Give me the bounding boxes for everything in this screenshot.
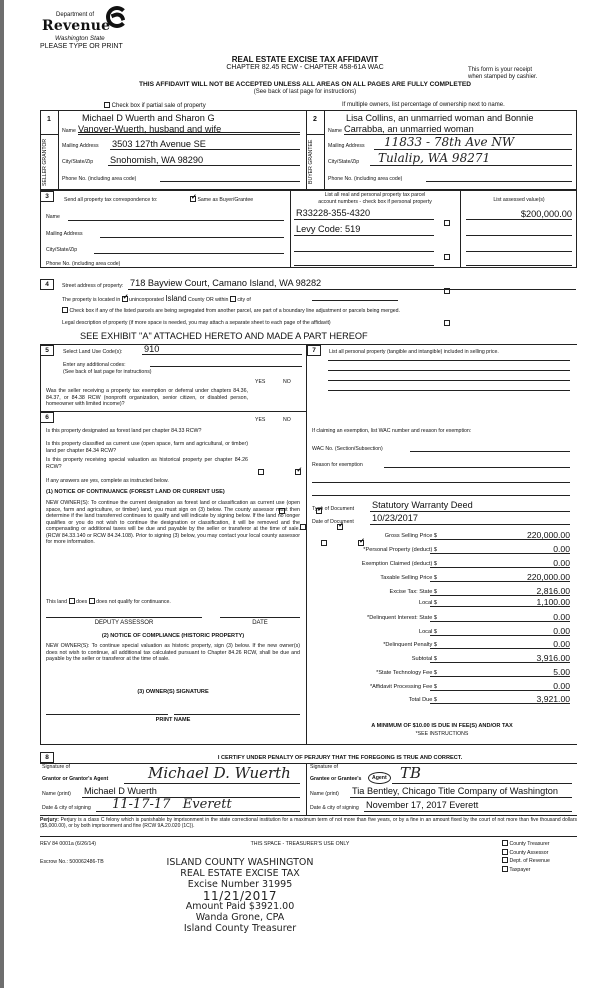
does-not-qualify-checkbox[interactable] <box>89 598 95 604</box>
doc-type-label: Type of Document <box>312 506 355 512</box>
city-of-field[interactable] <box>312 292 398 301</box>
minimum-due-note: A MINIMUM OF $10.00 IS DUE IN FEE(S) AND/OR TAX <box>371 723 513 729</box>
stamp-county: ISLAND COUNTY WASHINGTON <box>166 857 314 868</box>
fee-value[interactable]: 0.00 <box>430 612 570 622</box>
perjury-notice: Perjury: Perjury is a class C felony which is punishable by imprisonment in the state correctional institution for a maximum term of not more than five years, or by a fine in an amount fixed by the court of not more than five thousand dollars ($5,000.00), or by both imprisonment and fine (RCW 9A.20.020 (1C)). <box>40 817 578 829</box>
partial-sale-option[interactable] <box>104 102 206 109</box>
copy-checkbox[interactable] <box>502 849 508 855</box>
unincorporated-checkbox[interactable] <box>122 296 128 302</box>
grantor-name-field[interactable]: Michael D Wuerth <box>84 786 157 796</box>
page-subtitle: CHAPTER 82.45 RCW - CHAPTER 458-61A WAC <box>226 64 384 71</box>
personal-property-checkbox[interactable] <box>444 320 450 326</box>
land-use-label: Select Land Use Code(s): <box>63 349 123 355</box>
form-id: REV 84 0001a (6/26/14) <box>40 841 96 847</box>
section-3-number: 3 <box>40 191 54 202</box>
wac-label: WAC No. (Section/Subsection) <box>312 446 383 452</box>
deputy-assessor-label: DEPUTY ASSESSOR <box>94 620 154 626</box>
assessed-value[interactable] <box>466 256 572 266</box>
current-use-question: Is this property classified as current use (open space, farm and agricultural, or timber) land per chapter 84.34 RCW? <box>46 441 248 454</box>
grantor-date-field[interactable]: 11-17-17 Everett <box>112 797 232 812</box>
yes-header: YES <box>255 379 266 385</box>
exemption-no-checkbox[interactable] <box>295 469 301 475</box>
same-as-buyer-checkbox[interactable] <box>190 196 196 202</box>
seller-phone-label: Phone No. (including area code) <box>62 176 137 182</box>
seller-name-line-1: Michael D Wuerth and Sharon G <box>82 113 215 123</box>
parcel-number[interactable] <box>294 256 434 266</box>
copy-dept-revenue[interactable]: Dept. of Revenue <box>502 857 550 866</box>
copy-checkbox[interactable] <box>502 866 508 872</box>
fee-row-taxable-selling-price: Taxable Selling Price $ 220,000.00 <box>380 572 570 582</box>
legal-description-field[interactable]: SEE EXHIBIT "A" ATTACHED HERETO AND MADE A PART HEREOF <box>80 331 368 341</box>
yes-header: YES <box>255 417 266 423</box>
grantee-sig-label-1: Signature of <box>310 764 338 770</box>
parcel-number[interactable]: Levy Code: 519 <box>296 224 361 234</box>
fee-value[interactable]: 0.00 <box>430 626 570 636</box>
corr-mailing-label: Mailing Address <box>46 231 83 237</box>
logo-dept-text: Department of <box>56 12 95 18</box>
if-yes-note: If any answers are yes, complete as instructed below. <box>46 478 169 484</box>
assessor-date-field[interactable] <box>220 612 300 618</box>
buyer-mailing-label: Mailing Address <box>328 143 365 149</box>
copy-county-treasurer[interactable]: County Treasurer <box>502 840 550 849</box>
section-8-number: 8 <box>40 752 54 763</box>
fee-row-delinquent-penalty: *Delinquent Penalty $ 0.00 <box>383 639 570 649</box>
corr-name-label: Name <box>46 214 60 220</box>
grantor-name-label: Name (print) <box>42 791 71 797</box>
fee-value[interactable]: 0.00 <box>430 558 570 568</box>
fee-row-processing-fee: *Affidavit Processing Fee $ 0.00 <box>369 681 570 691</box>
notice-compliance-title: (2) NOTICE OF COMPLIANCE (HISTORIC PROPERTY) <box>101 633 245 639</box>
additional-codes-note: (See back of last page for instructions) <box>63 369 152 375</box>
seller-phone-field[interactable] <box>160 172 300 182</box>
seller-tab-divider <box>58 110 59 190</box>
historic-question: Is this property receiving special valuation as historical property per chapter 84.26 RCW? <box>46 457 248 470</box>
fee-value[interactable]: 220,000.00 <box>430 530 570 540</box>
fee-row-personal-property: *Personal Property (deduct) $ 0.00 <box>363 544 570 554</box>
certify-statement: I CERTIFY UNDER PENALTY OF PERJURY THAT THE FOREGOING IS TRUE AND CORRECT. <box>217 755 463 761</box>
same-as-buyer-option[interactable] <box>190 196 253 203</box>
grantee-date-label: Date & city of signing <box>310 805 359 811</box>
fee-value[interactable]: 1,100.00 <box>430 597 570 607</box>
grantee-date-field[interactable]: November 17, 2017 Everett <box>366 800 479 810</box>
grantor-date-label: Date & city of signing <box>42 805 91 811</box>
receipt-note-2: when stamped by cashier. <box>468 74 538 80</box>
corr-city-field[interactable] <box>94 244 284 254</box>
buyer-name-label: Name <box>328 128 342 134</box>
fee-value[interactable]: 0.00 <box>430 544 570 554</box>
grantee-agent-circled: Agent <box>368 772 391 784</box>
notice-continuance-title: (1) NOTICE OF CONTINUANCE (FOREST LAND OR CURRENT USE) <box>46 489 225 495</box>
exemption-reason-field[interactable] <box>384 459 570 468</box>
fee-row-delinquent-interest-local: Local $ 0.00 <box>418 626 570 636</box>
historic-yes-checkbox[interactable] <box>321 540 327 546</box>
grantor-sig-label-1: Signature of <box>42 764 70 770</box>
fee-row-subtotal: Subtotal $ 3,916.00 <box>411 653 570 663</box>
grantee-sig-label-2: Grantee or Grantee's <box>310 776 362 782</box>
fee-row-delinquent-interest-state: *Delinquent Interest: State $ 0.00 <box>367 612 570 622</box>
personal-property-line-2[interactable] <box>328 370 570 371</box>
fee-row-total-due: Total Due $ 3,921.00 <box>408 694 570 704</box>
escrow-number: Escrow No.: 500062486-TB <box>40 859 104 865</box>
buyer-grantee-label: BUYER GRANTEE <box>308 139 314 185</box>
fee-value[interactable]: 2,816.00 <box>430 586 570 596</box>
seller-city-field[interactable]: Snohomish, WA 98290 <box>110 155 204 165</box>
grantor-signature-field[interactable]: Michael D. Wuerth <box>148 764 291 782</box>
print-name-label: PRINT NAME <box>155 717 191 723</box>
section-1-number: 1 <box>47 116 51 123</box>
parcel-number[interactable] <box>294 242 434 252</box>
personal-property-line-4[interactable] <box>328 390 570 391</box>
stamp-tax-type: REAL ESTATE EXCISE TAX <box>180 867 300 879</box>
doc-date-field[interactable]: 10/23/2017 <box>372 513 418 523</box>
fee-row-technology-fee: *State Technology Fee $ 5.00 <box>376 667 570 677</box>
treasurer-use-label: THIS SPACE - TREASURER'S USE ONLY <box>250 841 350 847</box>
doc-type-field[interactable]: Statutory Warranty Deed <box>372 500 473 510</box>
see-instructions-note: *SEE INSTRUCTIONS <box>415 731 469 737</box>
corr-phone-label: Phone No. (including area code) <box>46 261 121 267</box>
send-correspondence-label: Send all property tax correspondence to: <box>64 197 158 203</box>
section-7-number: 7 <box>307 345 321 356</box>
forest-land-question: Is this property designated as forest land per chapter 84.33 RCW? <box>46 428 202 434</box>
buyer-phone-field[interactable] <box>426 172 572 182</box>
seller-name-label: Name <box>62 128 76 134</box>
exemption-reason-field-2[interactable] <box>312 474 570 483</box>
fee-value[interactable]: 0.00 <box>430 681 570 691</box>
stamp-treasurer-name: Wanda Grone, CPA <box>195 912 285 924</box>
personal-property-line-1[interactable] <box>328 360 570 361</box>
fee-row-exemption-claimed: Exemption Claimed (deduct) $ 0.00 <box>361 558 570 568</box>
segregated-checkbox[interactable] <box>62 307 68 313</box>
owner-signature-field-2[interactable] <box>174 709 300 715</box>
buyer-tab-divider <box>324 110 325 190</box>
assessor-date-label: DATE <box>252 620 268 626</box>
owner-signature-field[interactable] <box>46 709 168 715</box>
same-as-buyer-label: Same as Buyer/Grantee <box>197 197 254 203</box>
assessed-header: List assessed value(s) <box>493 197 545 203</box>
buyer-name-line-2[interactable]: Carrabba, an unmarried woman <box>344 124 474 134</box>
stamp-date: 11/21/2017 <box>202 889 278 904</box>
additional-codes-field[interactable] <box>150 358 302 367</box>
seller-mailing-field[interactable]: 3503 127th Avenue SE <box>112 139 206 149</box>
parcel-header-1: List all real and personal property tax parcel <box>324 192 426 198</box>
wac-field[interactable] <box>410 443 570 452</box>
buyer-city-label: City/State/Zip <box>328 159 360 165</box>
copy-checkbox[interactable] <box>502 840 508 846</box>
grantee-name-field[interactable]: Tia Bentley, Chicago Title Company of Washington <box>352 786 558 796</box>
assessed-value[interactable]: $200,000.00 <box>466 209 572 220</box>
see-back-note: (See back of last page for instructions) <box>253 89 357 95</box>
corr-city-label: City/State/Zip <box>46 247 78 253</box>
section-6-number: 6 <box>40 412 54 423</box>
personal-property-line-3[interactable] <box>328 380 570 381</box>
notice-continuance-text: NEW OWNER(S): To continue the current designation as forest land or classification as current use (open space, farm and agriculture, or timber) land, you must sign on (3) below. The county assessor must then determine if the land transferred continues to qualify and will indicate by signing below. If the land no longer qualifies or you do not wish to continue the designation or classification, it will be removed and the compensating or additional taxes will be due and payable by the seller or transferor at the time of sale. (RCW 84.33.140 or RCW 84.34.108). Prior to signing (3) below, you may contact your local county assessor for more information. <box>46 500 300 545</box>
street-label: Street address of property: <box>62 283 124 289</box>
fee-value[interactable]: 3,921.00 <box>430 694 570 704</box>
grantee-name-label: Name (print) <box>310 791 339 797</box>
land-use-field[interactable]: 910 <box>144 344 160 354</box>
seller-name-line-2[interactable]: Vanover-Wuerth, husband and wife <box>78 124 222 134</box>
property-location-line: The property is located in ✓ unincorporated Island County OR within city of <box>62 294 251 303</box>
page-title: REAL ESTATE EXCISE TAX AFFIDAVIT <box>231 55 379 64</box>
current-use-yes-checkbox[interactable] <box>300 524 306 530</box>
multiple-owners-note: If multiple owners, list percentage of ownership next to name. <box>342 102 505 108</box>
fee-row-gross-selling-price: Gross Selling Price $ 220,000.00 <box>384 530 570 540</box>
stamp-amount-paid: Amount Paid $3921.00 <box>185 901 295 913</box>
corr-phone-field[interactable] <box>150 258 284 268</box>
county-name: Island <box>165 294 187 303</box>
notice-compliance-text: NEW OWNER(S): To continue special valuation as historic property, sign (3) below. If the new owner(s) does not wish to continue, all additional tax calculated pursuant to Chapter 84.26 RCW, shall be due and payable by the seller or transferor at the time of sale. <box>46 643 300 662</box>
grantor-sig-label-2: Grantor or Grantor's Agent <box>42 776 109 782</box>
legal-description-label: Legal description of property (if more space is needed, you may attach a separate sheet to each page of the affidavit) <box>62 320 331 326</box>
doc-date-label: Date of Document <box>312 519 354 525</box>
logo-state-text: Washington State <box>55 35 105 42</box>
receipt-note-1: This form is your receipt <box>468 67 533 73</box>
no-header: NO <box>283 379 291 385</box>
stamp-excise-number: Excise Number 31995 <box>187 878 293 890</box>
copy-taxpayer[interactable]: Taxpayer <box>502 866 550 875</box>
seller-mailing-label: Mailing Address <box>62 143 99 149</box>
assessed-value[interactable] <box>466 242 572 252</box>
fee-row-excise-state: Excise Tax: State $ 2,816.00 <box>389 586 570 596</box>
partial-sale-label: Check box if partial sale of property <box>111 103 206 109</box>
exemption-yes-checkbox[interactable] <box>258 469 264 475</box>
does-qualify-checkbox[interactable] <box>69 598 75 604</box>
no-header: NO <box>283 417 291 423</box>
personal-property-label: List all personal property (tangible and intangible) included in selling price. <box>329 349 499 355</box>
buyer-phone-label: Phone No. (including area code) <box>328 176 403 182</box>
please-type-text: PLEASE TYPE OR PRINT <box>40 43 123 50</box>
exemption-claim-label: If claiming an exemption, list WAC number and reason for exemption: <box>312 428 472 434</box>
historic-no-checkbox[interactable] <box>358 540 364 546</box>
city-of-checkbox[interactable] <box>230 296 236 302</box>
treasurer-stamp <box>140 858 340 935</box>
stamp-treasurer-title: Island County Treasurer <box>183 922 297 934</box>
buyer-mailing-field[interactable]: 11833 - 78th Ave NW <box>384 135 515 149</box>
corr-name-field[interactable] <box>68 211 284 221</box>
copy-distribution-list <box>502 840 550 874</box>
buyer-city-field[interactable]: Tulalip, WA 98271 <box>378 151 491 165</box>
assessed-value[interactable] <box>466 225 572 236</box>
corr-mailing-field[interactable] <box>100 228 284 238</box>
exemption-reason-label: Reason for exemption <box>312 462 363 468</box>
fee-value[interactable]: 220,000.00 <box>430 572 570 582</box>
parcel-number[interactable]: R33228-355-4320 <box>296 208 371 218</box>
copy-county-assessor[interactable]: County Assessor <box>502 849 550 858</box>
parcel-header-2: account numbers - check box if personal property <box>318 199 432 205</box>
deputy-assessor-signature-field[interactable] <box>46 612 202 618</box>
personal-property-checkbox[interactable] <box>444 220 450 226</box>
buyer-name-line-1: Lisa Collins, an unmarried woman and Bonnie <box>346 113 534 123</box>
completion-warning: THIS AFFIDAVIT WILL NOT BE ACCEPTED UNLESS ALL AREAS ON ALL PAGES ARE FULLY COMPLETED <box>138 81 472 88</box>
fee-value[interactable]: 0.00 <box>430 639 570 649</box>
copy-checkbox[interactable] <box>502 857 508 863</box>
additional-codes-label: Enter any additional codes: <box>63 362 126 368</box>
fee-value[interactable]: 3,916.00 <box>430 653 570 663</box>
section-4-number: 4 <box>40 279 54 290</box>
logo-revenue-text: Revenue <box>42 18 111 34</box>
fee-row-excise-local: Local $ 1,100.00 <box>418 597 570 607</box>
segregated-option[interactable]: Check box if any of the listed parcels are being segregated from another parcel, are part of a boundary line adjustment or parcels being merged. <box>62 307 400 314</box>
seller-city-label: City/State/Zip <box>62 159 94 165</box>
section-5-number: 5 <box>40 345 54 356</box>
property-street-field[interactable]: 718 Bayview Court, Camano Island, WA 98282 <box>130 278 322 288</box>
exemption-question: Was the seller receiving a property tax exemption or deferral under chapters 84.36, 84.37, or 84.38 RCW (nonprofit organization, senior citizen, or disabled person, homeowner with limited income)? <box>46 388 248 407</box>
owner-signature-title: (3) OWNER(S) SIGNATURE <box>137 689 209 695</box>
qualify-continuance-line: This land does does not qualify for continuance. <box>46 599 171 605</box>
section-2-number: 2 <box>313 116 317 123</box>
personal-property-checkbox[interactable] <box>444 254 450 260</box>
grantee-signature-field[interactable]: TB <box>400 764 422 782</box>
fee-value[interactable]: 5.00 <box>430 667 570 677</box>
scan-left-edge <box>0 0 4 988</box>
partial-sale-checkbox[interactable] <box>104 102 110 108</box>
seller-grantor-label: SELLER GRANTOR <box>42 138 48 186</box>
